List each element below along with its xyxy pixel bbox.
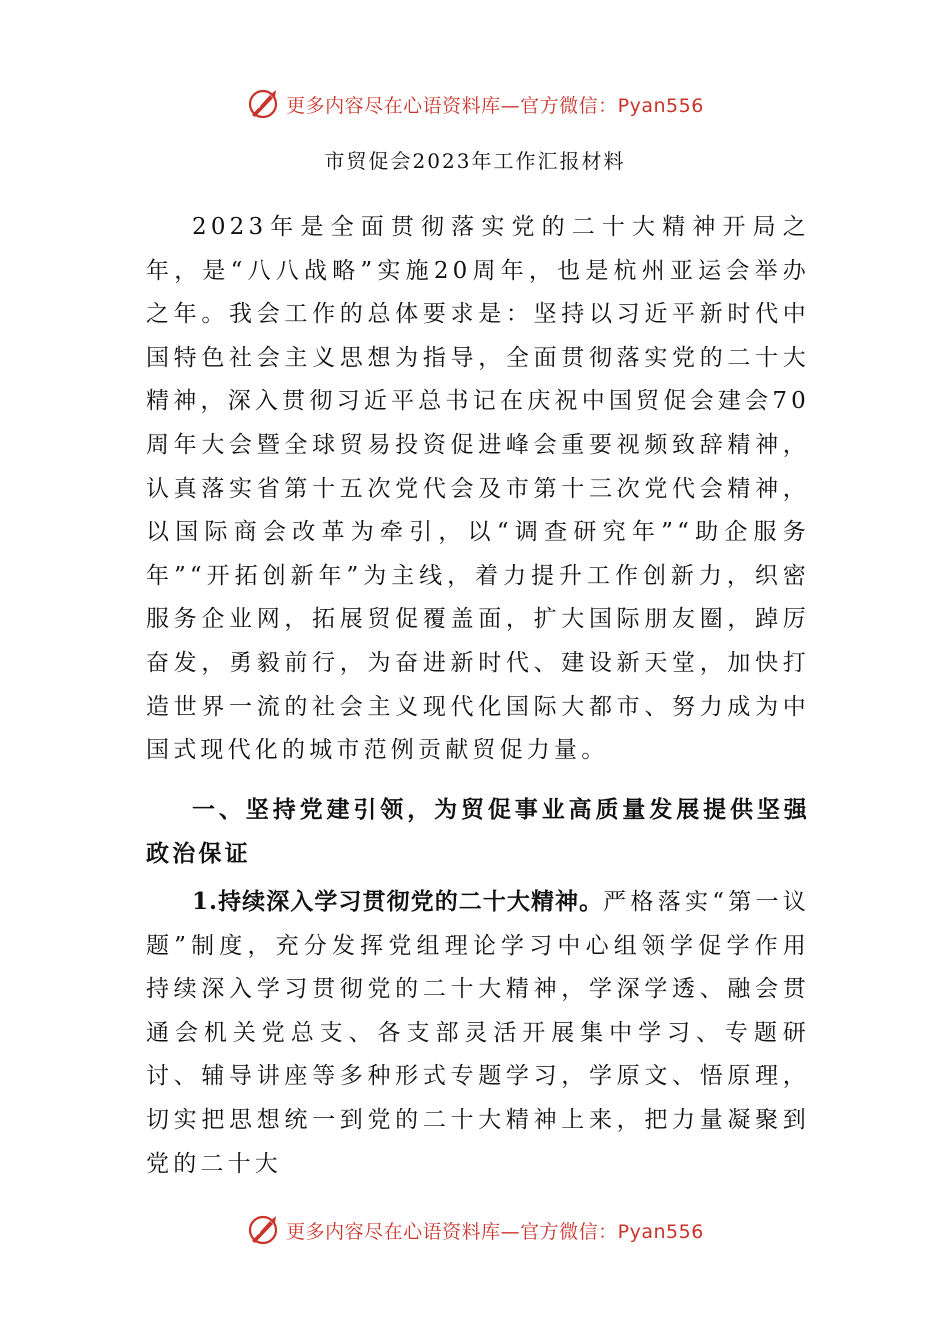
document-title: 市贸促会2023年工作汇报材料 [324,149,626,173]
section-heading [146,788,810,875]
item-lead: 1.持续深入学习贯彻党的二十大精神。 [192,888,604,915]
item-paragraph [146,880,810,1186]
item-body: 严格落实“第一议题”制度，充分发挥党组理论学习中心组领学促学作用持续深入学习贯彻党的二十大精神，学深学透、融会贯通会机关党总支、各支部灵活开展集中学习、专题研讨、辅导讲座等多种形式专题学习，学原文、悟原理，切实把思想统一到党的二十大精神上来，把力量凝聚到党的二十大 [146,889,811,1177]
footer-watermark [0,1208,950,1252]
quill-pen-logo-icon [246,1213,280,1247]
header-watermark [0,82,950,126]
quill-pen-logo-icon [246,87,280,121]
paragraph-text: 2023年是全面贯彻落实党的二十大精神开局之年，是“八八战略”实施20周年，也是杭州亚运会举办之年。我会工作的总体要求是：坚持以习近平新时代中国特色社会主义思想为指导，全面贯彻落实党的二十大精神，深入贯彻习近平总书记在庆祝中国贸促会建会70周年大会暨全球贸易投资促进峰会重要视频致辞精神，认真落实省第十五次党代会及市第十三次党代会精神，以国际商会改革为牵引，以“调查研究年”“助企服务年”“开拓创新年”为主线，着力提升工作创新力，织密服务企业网，拓展贸促覆盖面，扩大国际朋友圈，踔厉奋发，勇毅前行，为奋进新时代、建设新天堂，加快打造世界一流的社会主义现代化国际大都市、努力成为中国式现代化的城市范例贡献贸促力量。 [146,214,810,764]
item-text [146,880,810,1186]
heading-text: 一、坚持党建引领，为贸促事业高质量发展提供坚强政治保证 [146,796,810,867]
intro-paragraph [146,206,810,773]
watermark-text: 更多内容尽在心语资料库—官方微信：Pyan556 [286,94,704,117]
watermark-text: 更多内容尽在心语资料库—官方微信：Pyan556 [286,1220,704,1243]
